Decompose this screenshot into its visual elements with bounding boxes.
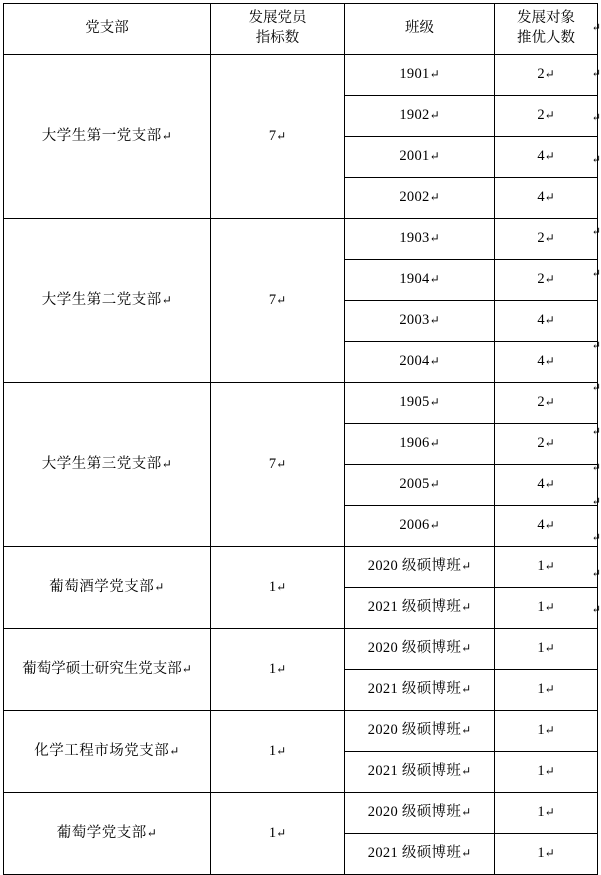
recommend-cell <box>495 670 598 711</box>
class-value: 2001 <box>399 148 430 165</box>
table-row <box>4 219 598 260</box>
header-cell-branch <box>4 4 211 55</box>
paragraph-mark-icon: ↵ <box>461 559 472 574</box>
class-cell <box>345 752 495 793</box>
paragraph-mark-icon: ↵ <box>429 477 440 492</box>
header-cell-class <box>345 4 495 55</box>
class-value: 2020 级硕博班 <box>367 804 462 821</box>
paragraph-mark-icon: ↵ <box>146 825 158 840</box>
class-cell <box>345 506 495 547</box>
recommend-value: 1 <box>537 804 545 821</box>
class-cell <box>345 793 495 834</box>
recommend-value: 1 <box>537 681 545 698</box>
paragraph-mark-icon: ↵ <box>461 641 472 656</box>
edge-paragraph-mark-icon: ↵ <box>591 604 601 616</box>
class-cell <box>345 465 495 506</box>
recommend-cell <box>495 547 598 588</box>
branch-name: 葡萄学党支部 <box>56 824 147 841</box>
paragraph-mark-icon: ↵ <box>276 825 287 840</box>
quota-cell <box>211 793 345 875</box>
class-value: 2004 <box>399 353 430 370</box>
quota-cell <box>211 219 345 383</box>
edge-paragraph-mark-icon: ↵ <box>591 496 601 508</box>
paragraph-mark-icon: ↵ <box>276 579 287 594</box>
class-cell <box>345 55 495 96</box>
recommend-cell <box>495 383 598 424</box>
class-cell <box>345 342 495 383</box>
class-value: 2020 级硕博班 <box>367 722 462 739</box>
class-cell <box>345 711 495 752</box>
paragraph-mark-icon: ↵ <box>544 846 555 861</box>
branch-name: 化学工程市场党支部 <box>34 742 170 759</box>
branch-name: 大学生第一党支部 <box>41 127 162 144</box>
quota-value: 1 <box>268 578 277 595</box>
class-value: 1903 <box>399 230 430 247</box>
paragraph-mark-icon: ↵ <box>544 272 555 287</box>
paragraph-mark-icon: ↵ <box>544 559 555 574</box>
recommend-cell <box>495 629 598 670</box>
edge-paragraph-mark-icon: ↵ <box>591 154 601 166</box>
quota-value: 1 <box>268 742 277 759</box>
recommend-value: 1 <box>537 558 545 575</box>
recommend-cell <box>495 219 598 260</box>
table-row <box>4 793 598 834</box>
paragraph-mark-icon: ↵ <box>276 661 287 676</box>
paragraph-mark-icon: ↵ <box>429 436 440 451</box>
paragraph-mark-icon: ↵ <box>461 805 472 820</box>
recommend-cell <box>495 424 598 465</box>
header-branch-line1: 党支部 <box>85 20 129 37</box>
class-cell <box>345 588 495 629</box>
recommend-cell <box>495 96 598 137</box>
paragraph-mark-icon: ↵ <box>169 743 180 758</box>
class-cell <box>345 178 495 219</box>
recommend-value: 4 <box>537 148 545 165</box>
recommend-cell <box>495 465 598 506</box>
class-value: 1904 <box>399 271 430 288</box>
header-quota-line2: 指标数 <box>255 30 300 46</box>
recommend-value: 2 <box>537 394 545 411</box>
paragraph-mark-icon: ↵ <box>429 313 440 328</box>
table-row <box>4 547 598 588</box>
paragraph-mark-icon: ↵ <box>544 354 555 369</box>
table-row <box>4 629 598 670</box>
paragraph-mark-icon: ↵ <box>544 641 555 656</box>
branch-name-cell <box>4 629 211 711</box>
paragraph-mark-icon: ↵ <box>429 272 440 287</box>
class-cell <box>345 96 495 137</box>
recommend-cell <box>495 793 598 834</box>
recommend-cell <box>495 711 598 752</box>
quota-value: 7 <box>268 455 277 472</box>
quota-cell <box>211 55 345 219</box>
recommend-cell <box>495 55 598 96</box>
recommend-cell <box>495 260 598 301</box>
branch-name-cell <box>4 711 211 793</box>
recommend-value: 4 <box>537 517 545 534</box>
class-value: 2020 级硕博班 <box>367 558 462 575</box>
paragraph-mark-icon: ↵ <box>544 190 555 205</box>
branch-name: 大学生第三党支部 <box>41 455 162 472</box>
header-quota-line1: 发展党员 <box>248 10 307 27</box>
paragraph-mark-icon: ↵ <box>544 518 555 533</box>
header-recommend-line1: 发展对象 <box>517 10 575 27</box>
edge-paragraph-mark-icon: ↵ <box>591 426 601 438</box>
table-row <box>4 711 598 752</box>
class-value: 2003 <box>399 312 430 329</box>
paragraph-mark-icon: ↵ <box>544 600 555 615</box>
class-cell <box>345 301 495 342</box>
edge-paragraph-mark-icon: ↵ <box>591 268 601 280</box>
edge-paragraph-mark-icon: ↵ <box>591 112 601 124</box>
paragraph-mark-icon: ↵ <box>429 108 440 123</box>
recommend-value: 2 <box>537 230 545 247</box>
class-value: 1901 <box>399 66 430 83</box>
class-value: 2021 级硕博班 <box>367 599 462 616</box>
recommend-value: 2 <box>537 271 545 288</box>
recommend-value: 4 <box>537 353 545 370</box>
table-body <box>4 4 598 875</box>
branch-name: 大学生第二党支部 <box>41 291 162 308</box>
class-value: 2006 <box>399 517 430 534</box>
branch-name: 葡萄酒学党支部 <box>49 578 155 595</box>
class-cell <box>345 670 495 711</box>
class-cell <box>345 834 495 875</box>
quota-cell <box>211 629 345 711</box>
class-cell <box>345 629 495 670</box>
edge-paragraph-mark-icon: ↵ <box>591 226 601 238</box>
document-page <box>0 3 601 862</box>
branch-name-cell <box>4 547 211 629</box>
paragraph-mark-icon: ↵ <box>276 128 287 143</box>
table-header-row <box>4 4 598 55</box>
paragraph-mark-icon: ↵ <box>276 456 287 471</box>
class-cell <box>345 424 495 465</box>
recommend-value: 2 <box>537 66 545 83</box>
party-branch-quota-table <box>3 3 598 875</box>
recommend-cell <box>495 178 598 219</box>
paragraph-mark-icon: ↵ <box>544 395 555 410</box>
class-cell <box>345 219 495 260</box>
paragraph-mark-icon: ↵ <box>461 764 472 779</box>
recommend-value: 4 <box>537 189 545 206</box>
class-value: 2021 级硕博班 <box>367 763 462 780</box>
quota-cell <box>211 547 345 629</box>
recommend-value: 1 <box>537 640 545 657</box>
paragraph-mark-icon: ↵ <box>429 395 440 410</box>
recommend-cell <box>495 834 598 875</box>
paragraph-mark-icon: ↵ <box>429 149 440 164</box>
recommend-cell <box>495 752 598 793</box>
paragraph-mark-icon: ↵ <box>544 682 555 697</box>
paragraph-mark-icon: ↵ <box>544 764 555 779</box>
paragraph-mark-icon: ↵ <box>544 436 555 451</box>
paragraph-mark-icon: ↵ <box>161 128 173 143</box>
paragraph-mark-icon: ↵ <box>461 723 472 738</box>
paragraph-mark-icon: ↵ <box>544 149 555 164</box>
branch-name: 葡萄学硕士研究生党支部 <box>22 660 182 677</box>
quota-cell <box>211 711 345 793</box>
paragraph-mark-icon: ↵ <box>429 67 440 82</box>
table-row <box>4 55 598 96</box>
paragraph-mark-icon: ↵ <box>161 292 173 307</box>
quota-value: 7 <box>268 291 277 308</box>
quota-value: 1 <box>268 660 277 677</box>
class-cell <box>345 260 495 301</box>
paragraph-mark-icon: ↵ <box>544 723 555 738</box>
recommend-value: 1 <box>537 599 545 616</box>
class-value: 1906 <box>399 435 430 452</box>
class-cell <box>345 383 495 424</box>
edge-paragraph-mark-icon: ↵ <box>591 382 601 394</box>
paragraph-mark-icon: ↵ <box>544 313 555 328</box>
paragraph-mark-icon: ↵ <box>544 67 555 82</box>
header-recommend-line2: 推优人数 <box>517 30 575 46</box>
recommend-cell <box>495 301 598 342</box>
table-row <box>4 383 598 424</box>
paragraph-mark-icon: ↵ <box>154 579 165 594</box>
paragraph-mark-icon: ↵ <box>544 477 555 492</box>
paragraph-mark-icon: ↵ <box>429 518 440 533</box>
recommend-cell <box>495 342 598 383</box>
header-cell-recommend <box>495 4 598 55</box>
header-class-line1: 班级 <box>405 20 434 37</box>
class-value: 1902 <box>399 107 430 124</box>
recommend-value: 1 <box>537 845 545 862</box>
branch-name-cell <box>4 383 211 547</box>
branch-name-cell <box>4 793 211 875</box>
edge-paragraph-mark-icon: ↵ <box>591 532 601 544</box>
edge-paragraph-mark-icon: ↵ <box>591 22 601 34</box>
recommend-value: 4 <box>537 476 545 493</box>
class-value: 2020 级硕博班 <box>367 640 462 657</box>
paragraph-mark-icon: ↵ <box>461 846 472 861</box>
class-value: 1905 <box>399 394 430 411</box>
recommend-value: 1 <box>537 763 545 780</box>
paragraph-mark-icon: ↵ <box>276 292 287 307</box>
edge-paragraph-mark-icon: ↵ <box>591 340 601 352</box>
edge-paragraph-mark-icon: ↵ <box>591 68 601 80</box>
class-value: 2005 <box>399 476 430 493</box>
recommend-value: 2 <box>537 435 545 452</box>
branch-name-cell <box>4 55 211 219</box>
recommend-cell <box>495 137 598 178</box>
paragraph-mark-icon: ↵ <box>181 661 192 676</box>
quota-value: 1 <box>268 824 277 841</box>
recommend-value: 2 <box>537 107 545 124</box>
edge-paragraph-mark-icon: ↵ <box>591 568 601 580</box>
paragraph-mark-icon: ↵ <box>429 231 440 246</box>
class-value: 2021 级硕博班 <box>367 845 462 862</box>
class-value: 2021 级硕博班 <box>367 681 462 698</box>
recommend-value: 1 <box>537 722 545 739</box>
class-value: 2002 <box>399 189 430 206</box>
paragraph-mark-icon: ↵ <box>544 231 555 246</box>
class-cell <box>345 137 495 178</box>
edge-paragraph-mark-icon: ↵ <box>591 462 601 474</box>
paragraph-mark-icon: ↵ <box>544 108 555 123</box>
header-cell-quota <box>211 4 345 55</box>
paragraph-mark-icon: ↵ <box>429 190 440 205</box>
paragraph-mark-icon: ↵ <box>161 456 173 471</box>
recommend-value: 4 <box>537 312 545 329</box>
recommend-cell <box>495 588 598 629</box>
branch-name-cell <box>4 219 211 383</box>
paragraph-mark-icon: ↵ <box>544 805 555 820</box>
paragraph-mark-icon: ↵ <box>461 600 472 615</box>
recommend-cell <box>495 506 598 547</box>
quota-value: 7 <box>268 127 277 144</box>
paragraph-mark-icon: ↵ <box>276 743 287 758</box>
class-cell <box>345 547 495 588</box>
paragraph-mark-icon: ↵ <box>461 682 472 697</box>
paragraph-mark-icon: ↵ <box>429 354 440 369</box>
quota-cell <box>211 383 345 547</box>
